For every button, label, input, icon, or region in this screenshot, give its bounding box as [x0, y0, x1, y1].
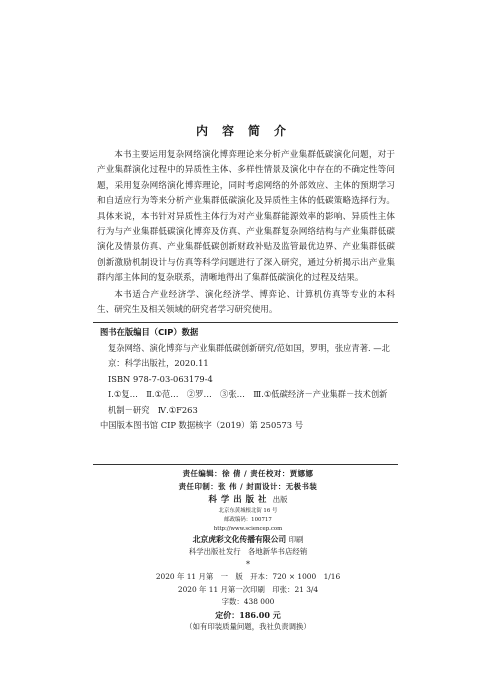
cip-bottom-rule	[93, 464, 398, 465]
cip-isbn: ISBN 978-7-03-063179-4	[108, 373, 213, 384]
printer-line	[0, 534, 496, 547]
word-count: 字数：438 000	[221, 597, 275, 606]
publisher-line	[0, 493, 496, 507]
publisher-address: 北京东黄城根北街 16 号	[218, 507, 278, 514]
print-design-line: 责任印制：张 伟 / 封面设计：无极书装	[178, 481, 318, 491]
intro-text	[97, 148, 395, 318]
intro-paragraph: 本书主要运用复杂网络演化博弈理论来分析产业集群低碳演化问题，对于产业集群演化过程中的异质性主体、多样性情景及演化中存在的不确定性等问题，采用复杂网络演化博弈理论，同时考虑网络的外部效应、主体的预期学习和自适应行为等来分析产业集群低碳演化及异质性主体的低碳策略选择行为。具体来说，本书针对异质性主体行为对产业集群能源效率的影响、异质性主体行为与产业集群低碳演化博弈及仿真、产业集群复杂网络结构与产业集群低碳演化及情景仿真、产业集群低碳创新财政补贴及监管最优边界、产业集群低碳创新激励机制设计与仿真等科学问题进行了深入研究，通过分析揭示出产业集群内部主体间的复杂联系，清晰地得出了集群低碳演化的过程及结果。	[97, 150, 395, 284]
distribution-line: 科学出版社发行 各地新华书店经销	[188, 547, 308, 556]
printing-line: 2020 年 11 月第一次印刷 印张：21 3/4	[177, 584, 319, 594]
cip-title-line: 复杂网络、演化博弈与产业集群低碳创新研究/范如国，罗明，张应青著. —北京：科学出版社，2020.11	[108, 342, 390, 368]
cip-number: 中国版本图书馆 CIP 数据核字（2019）第 250573 号	[100, 420, 303, 430]
publisher-name: 科学出版社	[208, 494, 271, 504]
publication-credits	[0, 468, 496, 634]
printer-suffix: 印刷	[288, 534, 304, 544]
edition-line: 2020 年 11 月第 一 版 开本：720 × 1000 1/16	[155, 572, 341, 581]
cip-data-block	[100, 325, 395, 434]
cip-top-rule	[93, 322, 398, 323]
publisher-suffix: 出版	[272, 495, 288, 504]
price: 定价：186.00 元	[215, 609, 281, 620]
intro-title: 内容简介	[195, 124, 300, 138]
printer-name: 北京虎彩文化传播有限公司	[192, 534, 287, 544]
website: http://www.sciencep.com	[213, 525, 283, 532]
intro-paragraph: 本书适合产业经济学、演化经济学、博弈论、计算机仿真等专业的本科生、研究生及相关领域的研究者学习研究使用。	[97, 289, 395, 316]
cip-classification: Ⅰ.①复… Ⅱ.①范… ②罗… ③张… Ⅲ.①低碳经济－产业集群－技术创新机制－研究 Ⅳ.①F263	[108, 389, 388, 415]
editors-line: 责任编辑：徐 倩 / 责任校对：贾娜娜	[182, 469, 314, 478]
separator-star: *	[246, 559, 250, 569]
quality-notice: （如有印装质量问题，我社负责调换）	[185, 622, 311, 631]
cip-heading: 图书在版编目（CIP）数据	[100, 327, 199, 337]
postcode: 邮政编码：100717	[224, 516, 272, 523]
